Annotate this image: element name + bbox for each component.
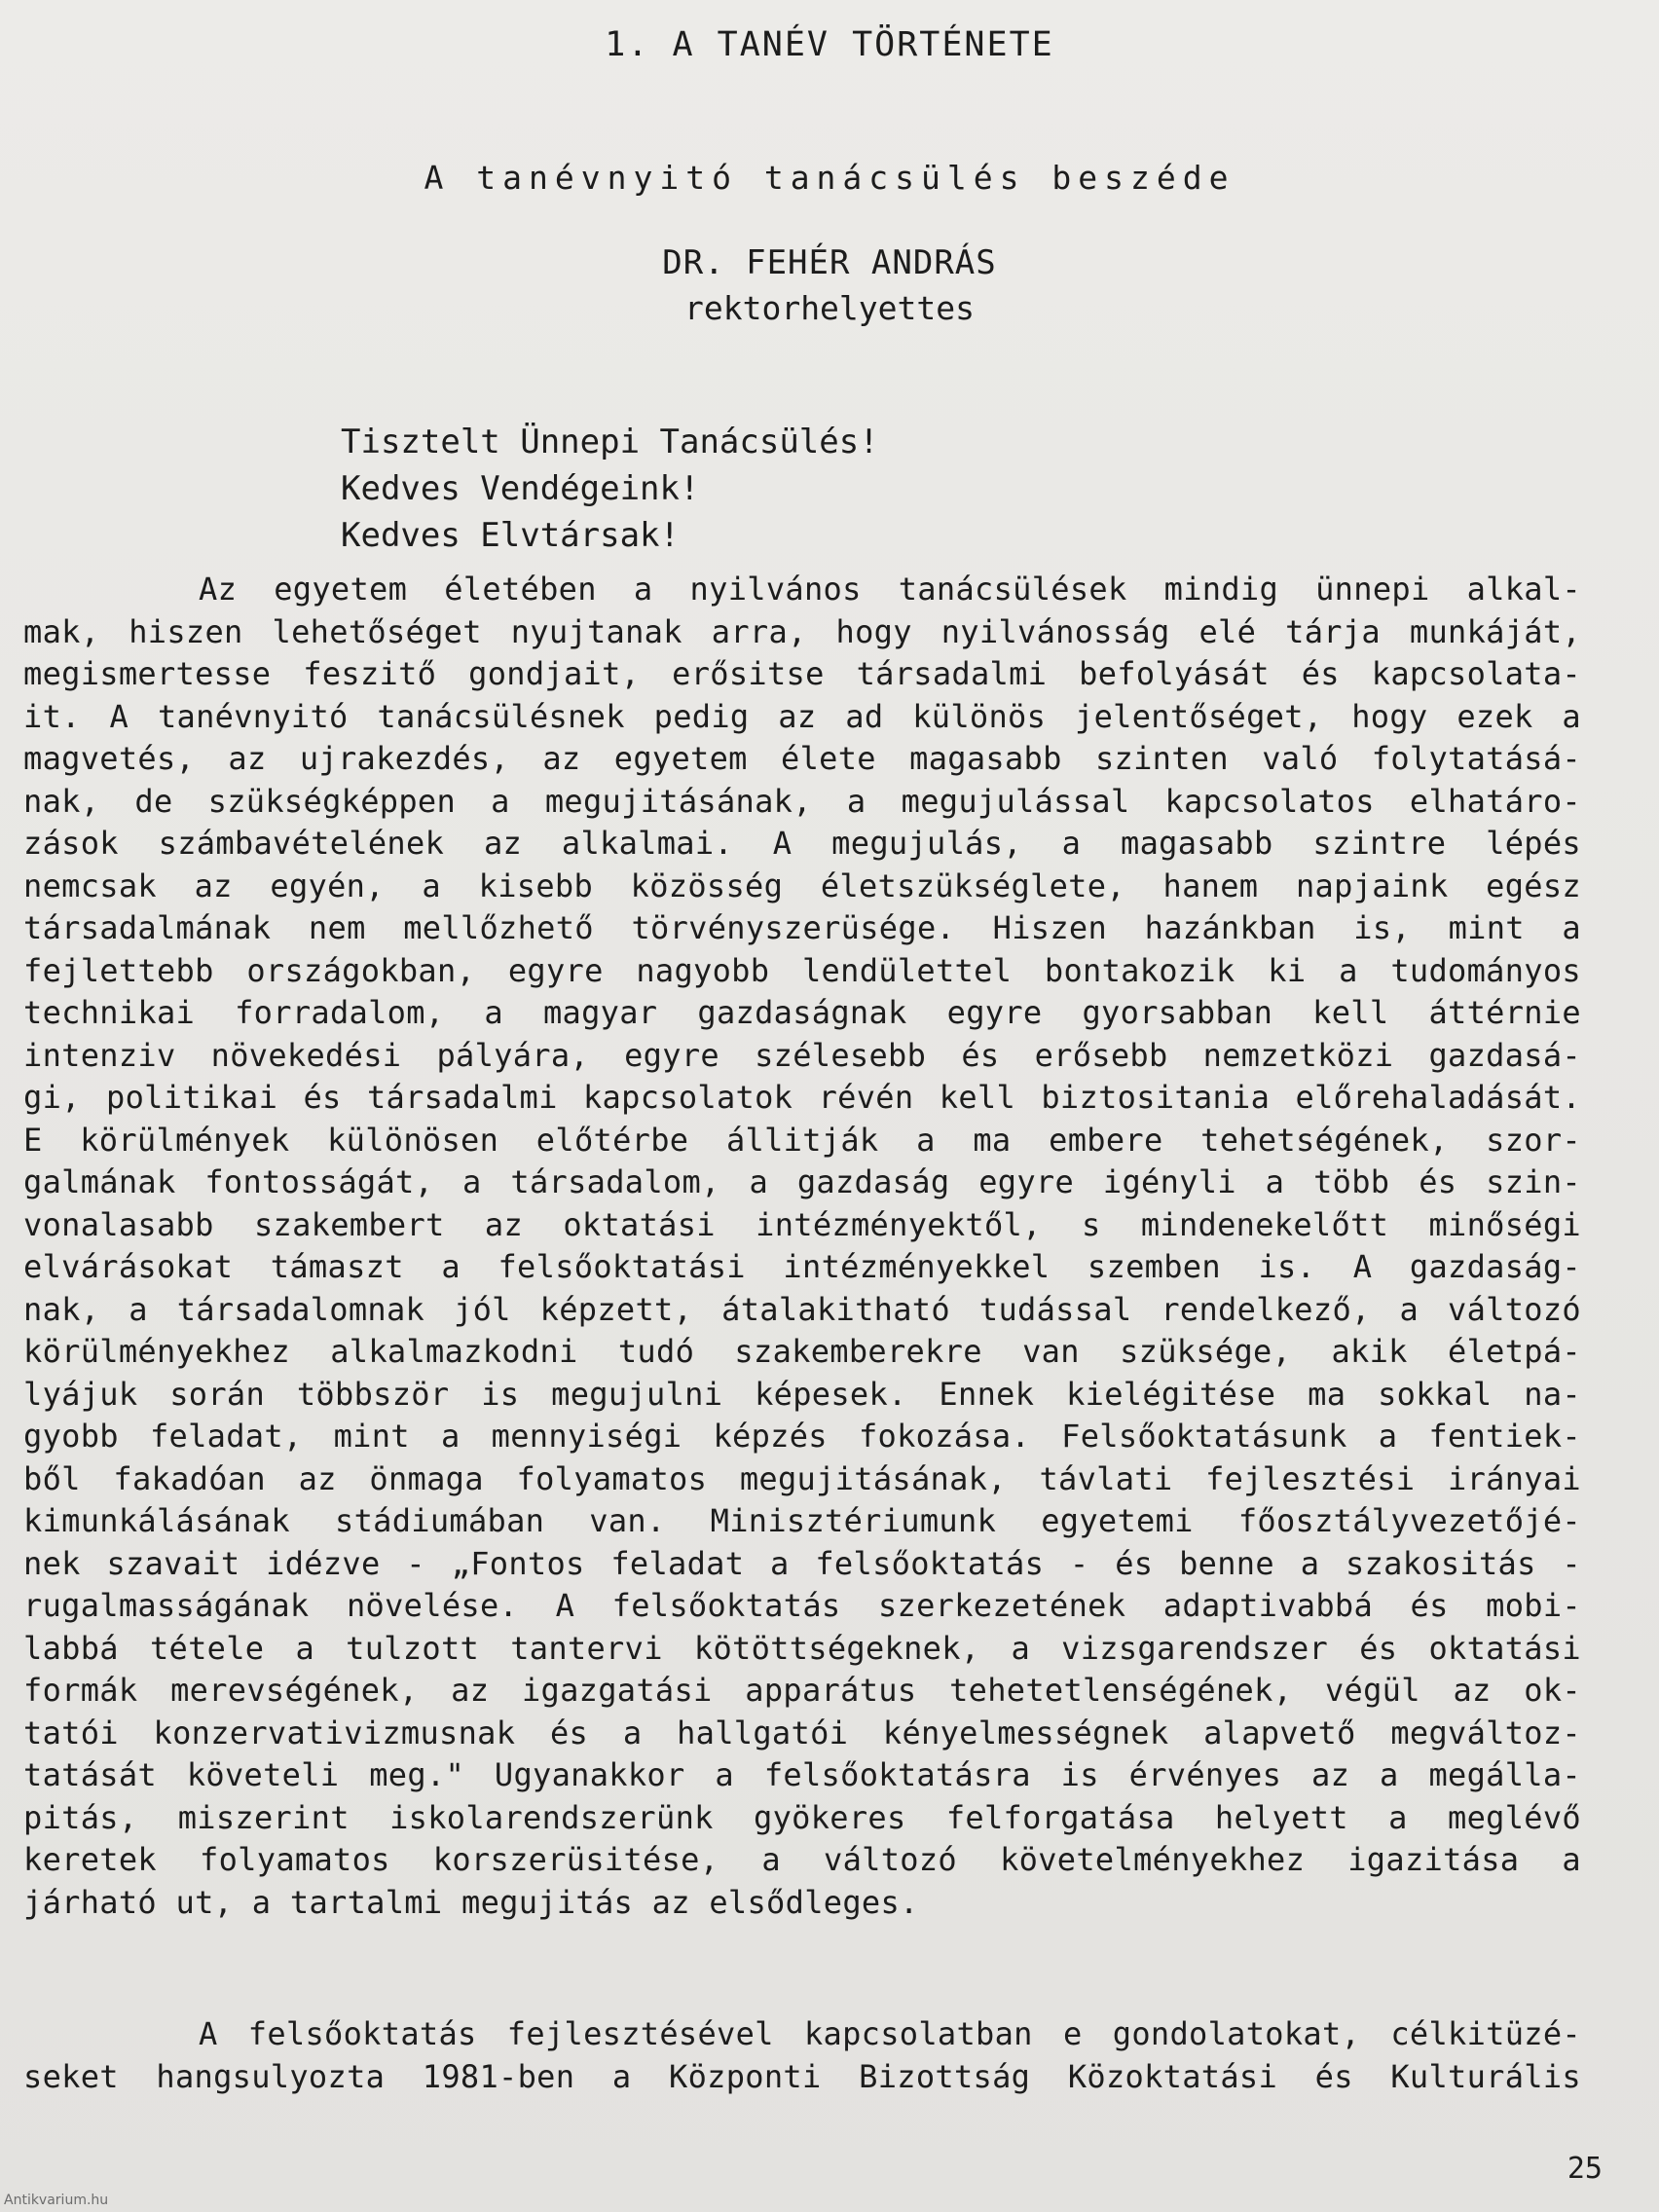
- text-line: pitás, miszerint iskolarendszerünk gyökeres felforgatása helyett a meglévő: [23, 1798, 1581, 1836]
- text-line: E körülmények különösen előtérbe állitják a ma embere tehetségének, szor-: [23, 1121, 1581, 1159]
- body-paragraph-2: [23, 2011, 1581, 2096]
- text-line: ből fakadóan az önmaga folyamatos megujitásának, távlati fejlesztési irányai: [23, 1459, 1581, 1497]
- text-line: galmának fontosságát, a társadalom, a gazdaság egyre igényli a több és szin-: [23, 1163, 1581, 1200]
- text-line: megismertesse feszitő gondjait, erősitse társadalmi befolyását és kapcsolata-: [23, 655, 1581, 692]
- text-line: vonalasabb szakembert az oktatási intézményektől, s mindenekelőtt minőségi: [23, 1205, 1581, 1243]
- text-line: fejlettebb országokban, egyre nagyobb lendülettel bontakozik ki a tudományos: [23, 951, 1581, 989]
- text-line: nemcsak az egyén, a kisebb közösség életszükséglete, hanem napjaink egész: [23, 866, 1581, 904]
- salutation-line: Kedves Elvtársak!: [341, 516, 680, 555]
- text-line: Az egyetem életében a nyilvános tanácsülések mindig ünnepi alkal-: [199, 571, 1581, 608]
- author-role: rektorhelyettes: [683, 289, 975, 327]
- text-line: tatását követeli meg." Ugyanakkor a felsőoktatásra is érvényes az a megálla-: [23, 1756, 1581, 1793]
- text-line: mak, hiszen lehetőséget nyujtanak arra, hogy nyilvánosság elé tárja munkáját,: [23, 612, 1581, 650]
- page-number: 25: [1567, 2152, 1603, 2186]
- text-line: formák merevségének, az igazgatási apparátus tehetetlenségének, végül az ok-: [23, 1672, 1581, 1709]
- text-line: körülményekhez alkalmazkodni tudó szakemberekre van szüksége, akik életpá-: [23, 1333, 1581, 1370]
- text-line: it. A tanévnyitó tanácsülésnek pedig az ad különös jelentőséget, hogy ezek a: [23, 697, 1581, 735]
- speech-title: A tanévnyitó tanácsülés beszéde: [424, 159, 1235, 197]
- text-line: technikai forradalom, a magyar gazdaságnak egyre gyorsabban kell áttérnie: [23, 994, 1581, 1031]
- text-line: nek szavait idézve - „Fontos feladat a felsőoktatás - és benne a szakositás -: [23, 1544, 1581, 1582]
- author-name: DR. FEHÉR ANDRÁS: [662, 243, 997, 282]
- text-line: nak, de szükségképpen a megujitásának, a megujulással kapcsolatos elhatáro-: [23, 782, 1581, 820]
- text-line: rugalmasságának növelése. A felsőoktatás szerkezetének adaptivabbá és mobi-: [23, 1587, 1581, 1624]
- salutation-line: Tisztelt Ünnepi Tanácsülés!: [341, 423, 879, 461]
- text-line: nak, a társadalomnak jól képzett, átalakitható tudással rendelkező, a változó: [23, 1290, 1581, 1328]
- text-line: zások számbavételének az alkalmai. A megujulás, a magasabb szintre lépés: [23, 825, 1581, 862]
- text-line: labbá tétele a tulzott tantervi kötöttségeknek, a vizsgarendszer és oktatási: [23, 1629, 1581, 1667]
- salutation-line: Kedves Vendégeink!: [341, 469, 700, 508]
- text-line: keretek folyamatos korszerüsitése, a változó követelményekhez igazitása a: [23, 1841, 1581, 1878]
- text-line: társadalmának nem mellőzhető törvényszerüsége. Hiszen hazánkban is, mint a: [23, 909, 1581, 946]
- text-line: intenziv növekedési pályára, egyre szélesebb és erősebb nemzetközi gazdasá-: [23, 1036, 1581, 1074]
- text-line: járható ut, a tartalmi megujitás az elsődleges.: [23, 1883, 919, 1921]
- chapter-title: 1. A TANÉV TÖRTÉNETE: [605, 25, 1054, 64]
- body-paragraph-1: [23, 569, 1581, 1924]
- text-line: gyobb feladat, mint a mennyiségi képzés fokozása. Felsőoktatásunk a fentiek-: [23, 1418, 1581, 1455]
- text-line: A felsőoktatás fejlesztésével kapcsolatban e gondolatokat, célkitüzé-: [199, 2015, 1581, 2052]
- watermark: Antikvarium.hu: [4, 2193, 109, 2208]
- text-line: elvárásokat támaszt a felsőoktatási intézményekkel szemben is. A gazdaság-: [23, 1248, 1581, 1285]
- text-line: lyájuk során többször is megujulni képesek. Ennek kielégitése ma sokkal na-: [23, 1375, 1581, 1413]
- text-line: tatói konzervativizmusnak és a hallgatói kényelmességnek alapvető megváltoz-: [23, 1714, 1581, 1751]
- text-line: kimunkálásának stádiumában van. Minisztériumunk egyetemi főosztályvezetőjé-: [23, 1502, 1581, 1539]
- text-line: magvetés, az ujrakezdés, az egyetem élete magasabb szinten való folytatásá-: [23, 740, 1581, 777]
- text-line: gi, politikai és társadalmi kapcsolatok révén kell biztositania előrehaladását.: [23, 1079, 1581, 1116]
- text-line: seket hangsulyozta 1981-ben a Központi Bizottság Közoktatási és Kulturális: [23, 2057, 1581, 2095]
- salutations: [341, 419, 879, 559]
